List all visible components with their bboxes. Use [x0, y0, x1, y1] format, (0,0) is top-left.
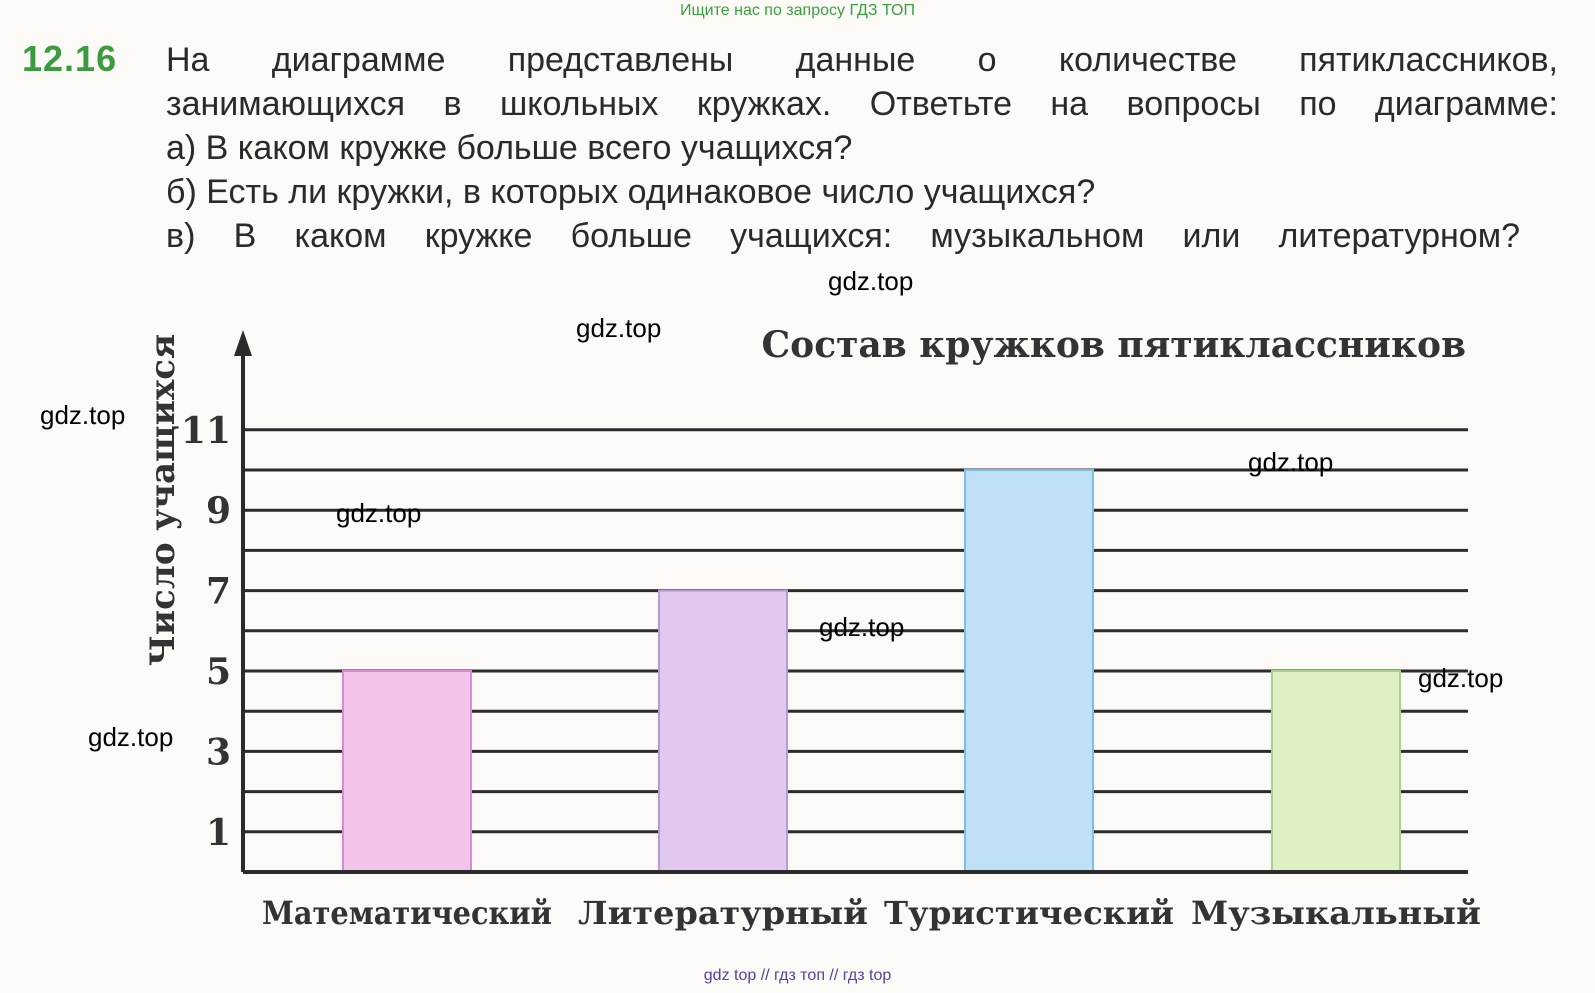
question-b: б) Есть ли кружки, в которых одинаковое число учащихся? [166, 173, 1096, 211]
bar-1 [343, 671, 471, 872]
bar-3 [965, 470, 1093, 872]
chart-title: Состав кружков пятиклассников [761, 324, 1466, 366]
problem-number: 12.16 [22, 38, 118, 79]
watermark: gdz.top [40, 400, 126, 430]
watermark: gdz.top [819, 612, 905, 642]
problem-text-line: занимающихся в школьных кружках. Ответьте на вопросы по диаграмме: [166, 85, 1558, 123]
y-tick-label: 1 [205, 811, 231, 854]
watermark: gdz.top [1418, 663, 1504, 693]
x-tick-label: Математический [262, 894, 552, 932]
question-c: в) В каком кружке больше учащихся: музыкальном или литературном? [166, 217, 1520, 255]
watermark: gdz.top [88, 722, 174, 752]
watermark: gdz.top [576, 313, 662, 343]
bar-2 [659, 591, 787, 872]
top-banner: Ищите нас по запросу ГДЗ ТОП [680, 2, 915, 19]
y-tick-label: 7 [205, 570, 231, 613]
bar-4 [1272, 671, 1400, 872]
x-tick-label: Туристический [884, 894, 1174, 932]
y-axis-label: Число учащихся [143, 333, 183, 667]
problem-text-line: На диаграмме представлены данные о количестве пятиклассников, [166, 41, 1558, 79]
y-tick-label: 9 [205, 490, 231, 533]
question-a: а) В каком кружке больше всего учащихся? [166, 129, 853, 167]
y-tick-label: 11 [180, 409, 231, 452]
y-tick-label: 3 [205, 731, 231, 774]
watermark: gdz.top [828, 266, 914, 296]
bottom-banner: gdz top // гдз топ // гдз top [703, 967, 892, 984]
x-tick-label: Литературный [578, 894, 868, 932]
watermark: gdz.top [336, 498, 422, 528]
y-tick-label: 5 [205, 651, 231, 693]
y-axis-arrow [234, 330, 252, 356]
watermark: gdz.top [1248, 447, 1334, 477]
x-tick-label: Музыкальный [1191, 894, 1481, 932]
